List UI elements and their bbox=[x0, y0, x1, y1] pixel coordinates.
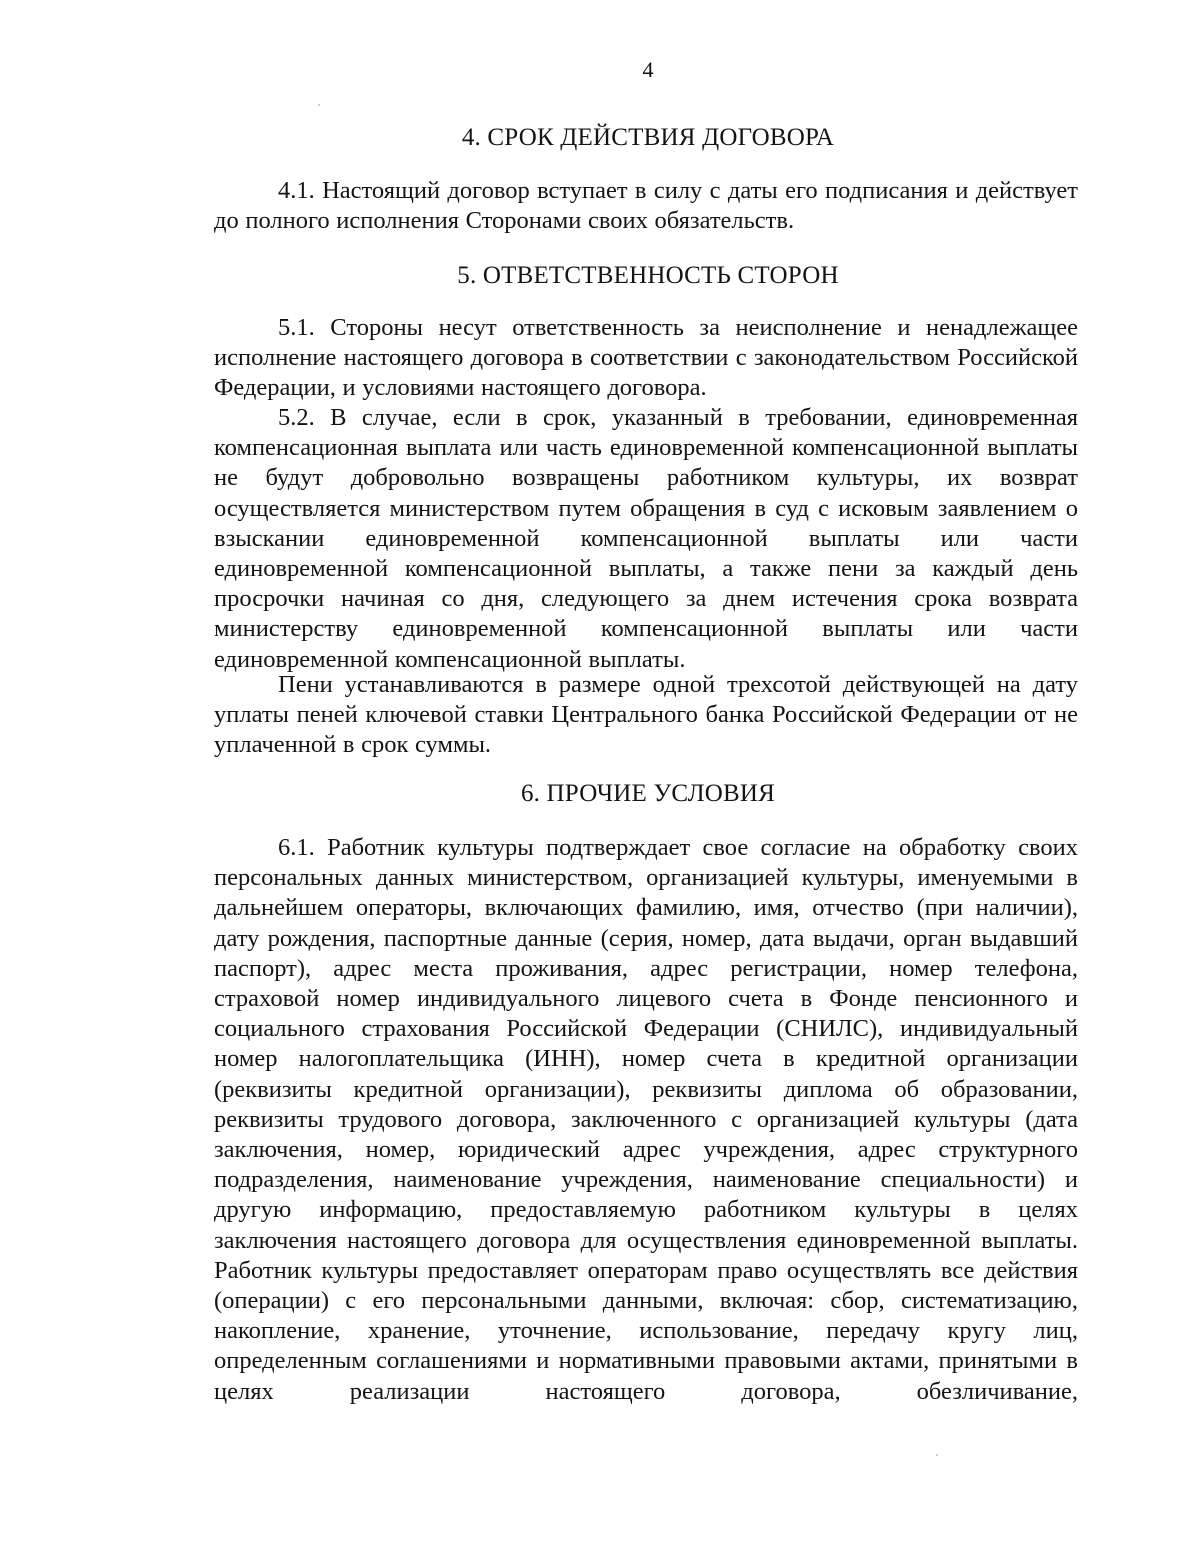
section-4-heading: 4. СРОК ДЕЙСТВИЯ ДОГОВОРА bbox=[461, 124, 835, 151]
page-number: 4 bbox=[642, 57, 654, 82]
clause-4-1: 4.1. Настоящий договор вступает в силу с даты его подписания и действует до полного исполнения Сторонами своих обязательств. bbox=[214, 177, 1078, 235]
clause-5-1: 5.1. Стороны несут ответственность за неисполнение и ненадлежащее исполнение настоящего договора в соответствии с законодательством Российской Федерации, и условиями настоящего договора. bbox=[214, 314, 1078, 402]
penalty-paragraph: Пени устанавливаются в размере одной трехсотой действующей на дату уплаты пеней ключевой ставки Центрального банка Российской Федерации от не уплаченной в срок суммы. bbox=[214, 671, 1078, 759]
section-5-heading: 5. ОТВЕТСТВЕННОСТЬ СТОРОН bbox=[457, 262, 839, 289]
section-6-heading: 6. ПРОЧИЕ УСЛОВИЯ bbox=[520, 780, 776, 807]
clause-5-2: 5.2. В случае, если в срок, указанный в требовании, единовременная компенсационная выплата или часть единовременной компенсационной выплаты не будут добровольно возвращены работником культуры, их возврат осуществляется министерством путем обращения в суд с исковым заявлением о взыскании единовременной компенсационной выплаты или части единовременной компенсационной выплаты, а также пени за каждый день просрочки начиная со дня, следующего за днем истечения срока возврата министерству единовременной компенсационной выплаты или части единовременной компенсационной выплаты. bbox=[214, 404, 1078, 673]
scan-artifact bbox=[318, 104, 320, 106]
clause-6-1: 6.1. Работник культуры подтверждает свое согласие на обработку своих персональных данных министерством, организацией культуры, именуемыми в дальнейшем операторы, включающих фамилию, имя, отчество (при наличии), дату рождения, паспортные данные (серия, номер, дата выдачи, орган выдавший паспорт), адрес места проживания, адрес регистрации, номер телефона, страховой номер индивидуального лицевого счета в Фонде пенсионного и социального страхования Российской Федерации (СНИЛС), индивидуальный номер налогоплательщика (ИНН), номер счета в кредитной организации (реквизиты кредитной организации), реквизиты диплома об образовании, реквизиты трудового договора, заключенного с организацией культуры (дата заключения, номер, юридический адрес учреждения, адрес структурного подразделения, наименование учреждения, наименование специальности) и другую информацию, предоставляемую работником культуры в целях заключения настоящего договора для осуществления единовременной выплаты. Работник культуры предоставляет операторам право осуществлять все действия (операции) с его персональными данными, включая: сбор, систематизацию, накопление, хранение, уточнение, использование, передачу кругу лиц, определенным соглашениями и нормативными правовыми актами, принятыми в целях реализации настоящего договора, обезличивание, bbox=[214, 834, 1078, 1405]
scan-artifact bbox=[936, 1454, 938, 1456]
